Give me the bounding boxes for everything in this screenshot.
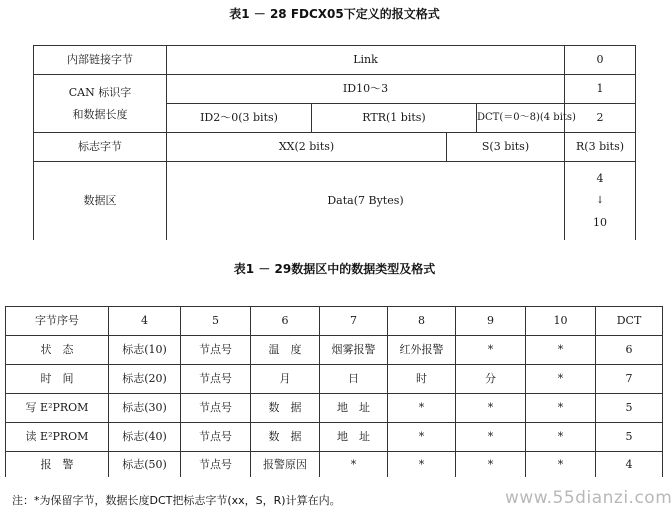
- table-cell: 报警原因: [251, 452, 320, 478]
- table-row: [34, 46, 636, 75]
- table-row: [6, 365, 663, 394]
- cell-link: Link: [167, 46, 565, 75]
- cell-data: Data(7 Bytes): [167, 162, 565, 241]
- table-cell: *: [456, 394, 526, 423]
- footnote: 注：*为保留字节，数据长度DCT把标志字节(xx，S，R)计算在内。: [12, 494, 341, 507]
- table-cell: 标志(50): [109, 452, 181, 478]
- table-cell: *: [526, 452, 596, 478]
- header-cell: 10: [526, 307, 596, 336]
- table-cell: 节点号: [181, 365, 251, 394]
- table-row: [34, 133, 636, 162]
- table-cell: *: [388, 423, 456, 452]
- table-cell: 标志(10): [109, 336, 181, 365]
- header-cell: 4: [109, 307, 181, 336]
- row-label-can-id: [34, 75, 167, 133]
- header-cell: 字节序号: [6, 307, 109, 336]
- cell-xx: XX(2 bits): [167, 133, 447, 162]
- watermark: www.55dianzi.com: [505, 488, 672, 508]
- table1-caption: 表1 － 28 FDCX05下定义的报文格式: [229, 7, 440, 21]
- table-cell: *: [456, 452, 526, 478]
- down-arrow-icon: ↓: [595, 195, 605, 206]
- table-cell: 标志(40): [109, 423, 181, 452]
- table-cell: *: [526, 336, 596, 365]
- cell-id2-0: ID2～0(3 bits): [167, 104, 312, 133]
- table-cell: 温 度: [251, 336, 320, 365]
- message-format-table: [33, 45, 636, 240]
- row-label-internal-link: 内部链接字节: [34, 46, 167, 75]
- table-cell: 状 态: [6, 336, 109, 365]
- table-row: [6, 394, 663, 423]
- cell-r: R(3 bits): [565, 133, 636, 162]
- table-cell: 节点号: [181, 423, 251, 452]
- byte-number: 0: [565, 46, 636, 75]
- table-row: [6, 423, 663, 452]
- table-cell: 烟雾报警: [320, 336, 388, 365]
- byte-number-range: [565, 162, 636, 241]
- table-row: [34, 162, 636, 241]
- table-cell: 6: [596, 336, 663, 365]
- table-header-row: [6, 307, 663, 336]
- table-cell: 时: [388, 365, 456, 394]
- table-row: [6, 452, 663, 478]
- table-cell: *: [388, 452, 456, 478]
- table-cell: 标志(20): [109, 365, 181, 394]
- cell-id10-3: ID10～3: [167, 75, 565, 104]
- can-label-line2: 和数据长度: [72, 107, 128, 121]
- byte-number: 1: [565, 75, 636, 104]
- table-cell: 节点号: [181, 394, 251, 423]
- table-cell: 时 间: [6, 365, 109, 394]
- table-cell: 4: [596, 452, 663, 478]
- table-cell: *: [388, 394, 456, 423]
- data-type-table: [5, 306, 663, 477]
- table-cell: 报 警: [6, 452, 109, 478]
- table-cell: *: [456, 336, 526, 365]
- row-label-data-area: 数据区: [34, 162, 167, 241]
- table-cell: 地 址: [320, 423, 388, 452]
- table-cell: 标志(30): [109, 394, 181, 423]
- cell-s: S(3 bits): [447, 133, 565, 162]
- table-cell: 地 址: [320, 394, 388, 423]
- header-cell: 7: [320, 307, 388, 336]
- table-cell: 分: [456, 365, 526, 394]
- header-cell: 8: [388, 307, 456, 336]
- cell-rtr: RTR(1 bits): [312, 104, 477, 133]
- table-cell: 月: [251, 365, 320, 394]
- table-cell: 7: [596, 365, 663, 394]
- header-cell: DCT: [596, 307, 663, 336]
- table-cell: *: [320, 452, 388, 478]
- table-cell: *: [456, 423, 526, 452]
- table-cell: 5: [596, 423, 663, 452]
- header-cell: 6: [251, 307, 320, 336]
- byte-number: 2: [565, 104, 636, 133]
- header-cell: 5: [181, 307, 251, 336]
- byte-number-end: 10: [593, 216, 608, 229]
- table-cell: *: [526, 365, 596, 394]
- table-cell: 节点号: [181, 336, 251, 365]
- row-label-flag-byte: 标志字节: [34, 133, 167, 162]
- table-cell: 读 E²PROM: [6, 423, 109, 452]
- table-row: [34, 75, 636, 104]
- table-cell: 写 E²PROM: [6, 394, 109, 423]
- table-cell: 数 据: [251, 394, 320, 423]
- table-cell: 红外报警: [388, 336, 456, 365]
- table-cell: 日: [320, 365, 388, 394]
- table-row: [6, 336, 663, 365]
- header-cell: 9: [456, 307, 526, 336]
- can-label-line1: CAN 标识字: [68, 85, 132, 99]
- table-cell: *: [526, 394, 596, 423]
- table2-caption: 表1 － 29数据区中的数据类型及格式: [233, 262, 436, 276]
- cell-dct: DCT(＝0～8)(4 bits): [477, 104, 565, 133]
- table-cell: 5: [596, 394, 663, 423]
- table-cell: 数 据: [251, 423, 320, 452]
- table-cell: *: [526, 423, 596, 452]
- table-cell: 节点号: [181, 452, 251, 478]
- byte-number-start: 4: [596, 172, 604, 185]
